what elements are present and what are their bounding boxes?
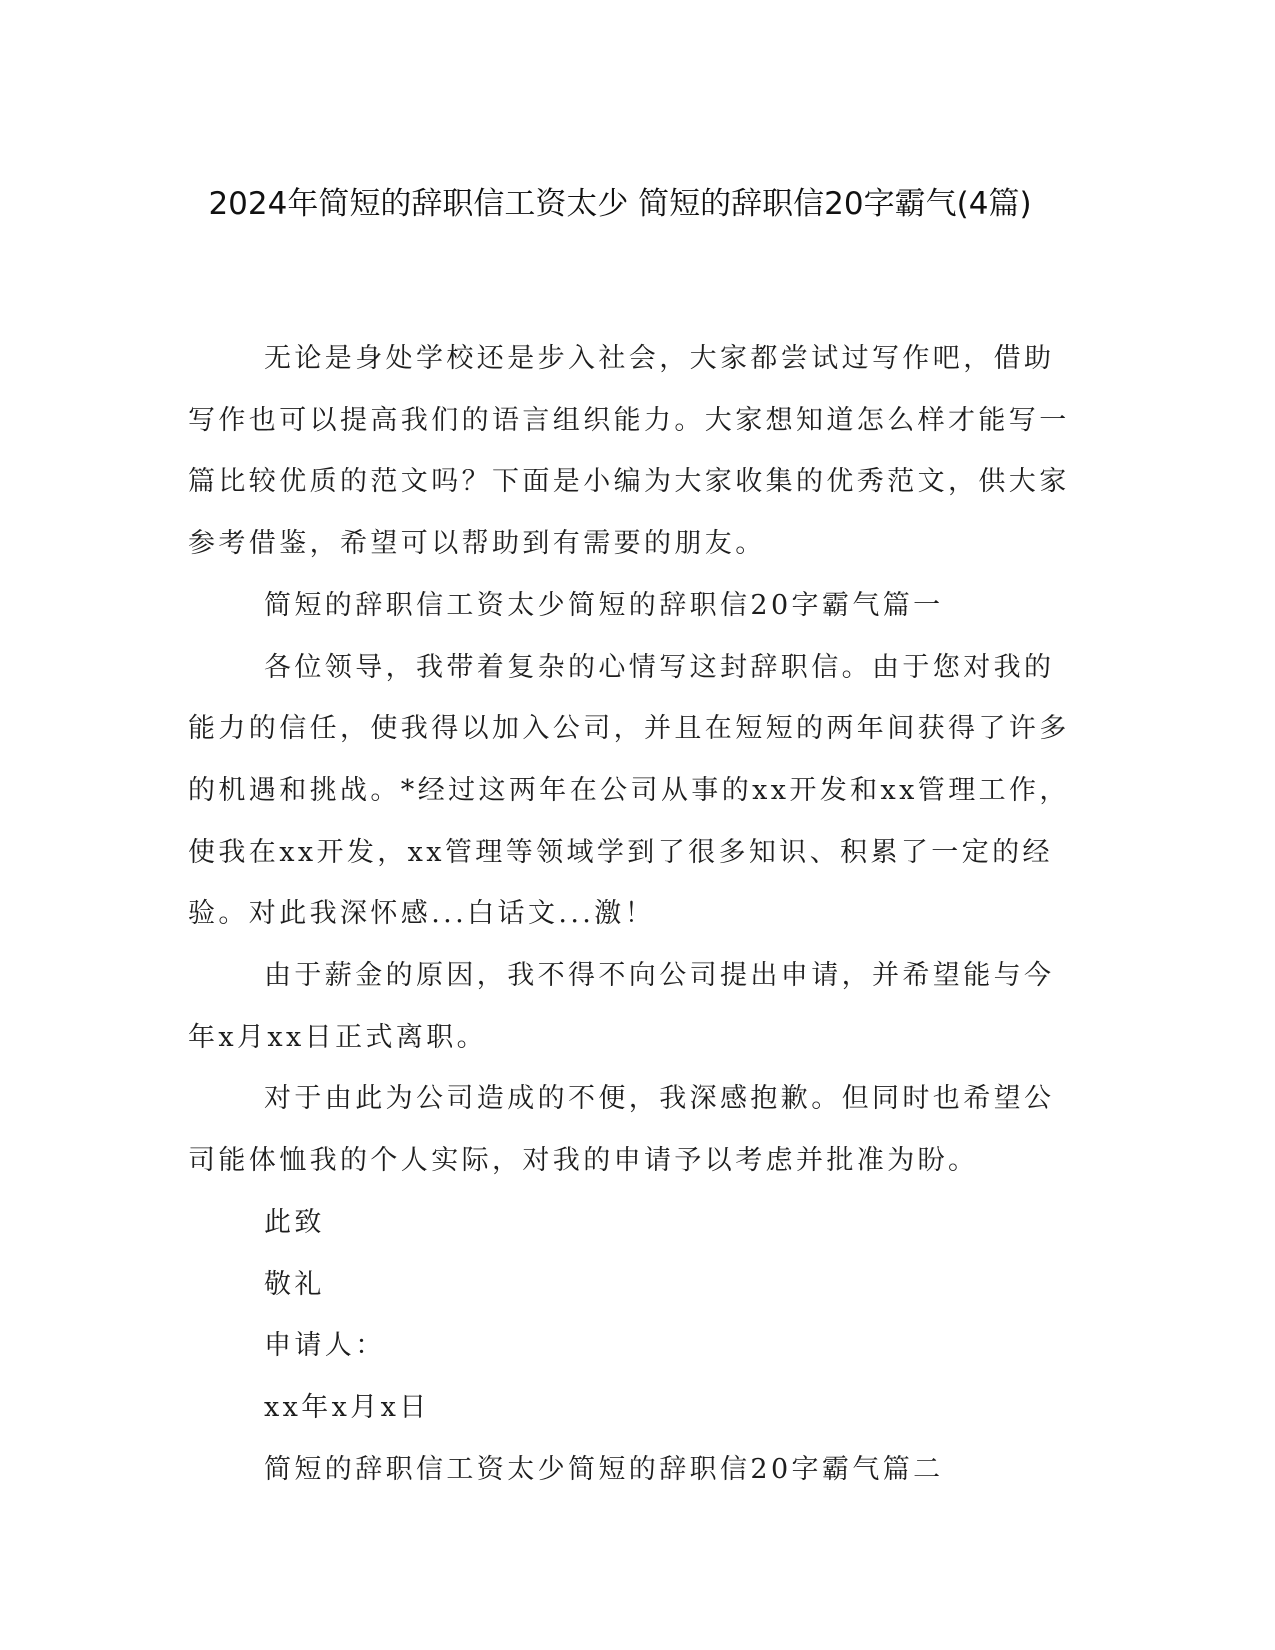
letter-paragraph: 对于由此为公司造成的不便，我深感抱歉。但同时也希望公司能体恤我的个人实际，对我的申请予以考虑并批准为盼。 [188, 1083, 1055, 1177]
section-heading-2: 简短的辞职信工资太少简短的辞职信20字霸气篇二 [264, 1453, 944, 1485]
intro-paragraph: 无论是身处学校还是步入社会，大家都尝试过写作吧，借助写作也可以提高我们的语言组织能力。大家想知道怎么样才能写一篇比较优质的范文吗？下面是小编为大家收集的优秀范文，供大家参考借鉴，希望可以帮助到有需要的朋友。 [188, 343, 1070, 560]
letter-closing: 此致 [264, 1206, 325, 1238]
document-body [188, 328, 1078, 1500]
letter-salutation: 敬礼 [264, 1268, 325, 1300]
letter-applicant: 申请人： [264, 1330, 386, 1362]
section-heading-1: 简短的辞职信工资太少简短的辞职信20字霸气篇一 [264, 589, 944, 621]
letter-date: xx年x月x日 [264, 1391, 430, 1423]
document-title: 2024年简短的辞职信工资太少 简短的辞职信20字霸气(4篇) [208, 186, 1032, 222]
letter-paragraph: 各位领导，我带着复杂的心情写这封辞职信。由于您对我的能力的信任，使我得以加入公司，并且在短短的两年间获得了许多的机遇和挑战。*经过这两年在公司从事的xx开发和xx管理工作，使我在xx开发，xx管理等领域学到了很多知识、积累了一定的经验。对此我深怀感...白话文...激！ [188, 651, 1070, 930]
letter-paragraph: 由于薪金的原因，我不得不向公司提出申请，并希望能与今年x月xx日正式离职。 [188, 960, 1055, 1053]
